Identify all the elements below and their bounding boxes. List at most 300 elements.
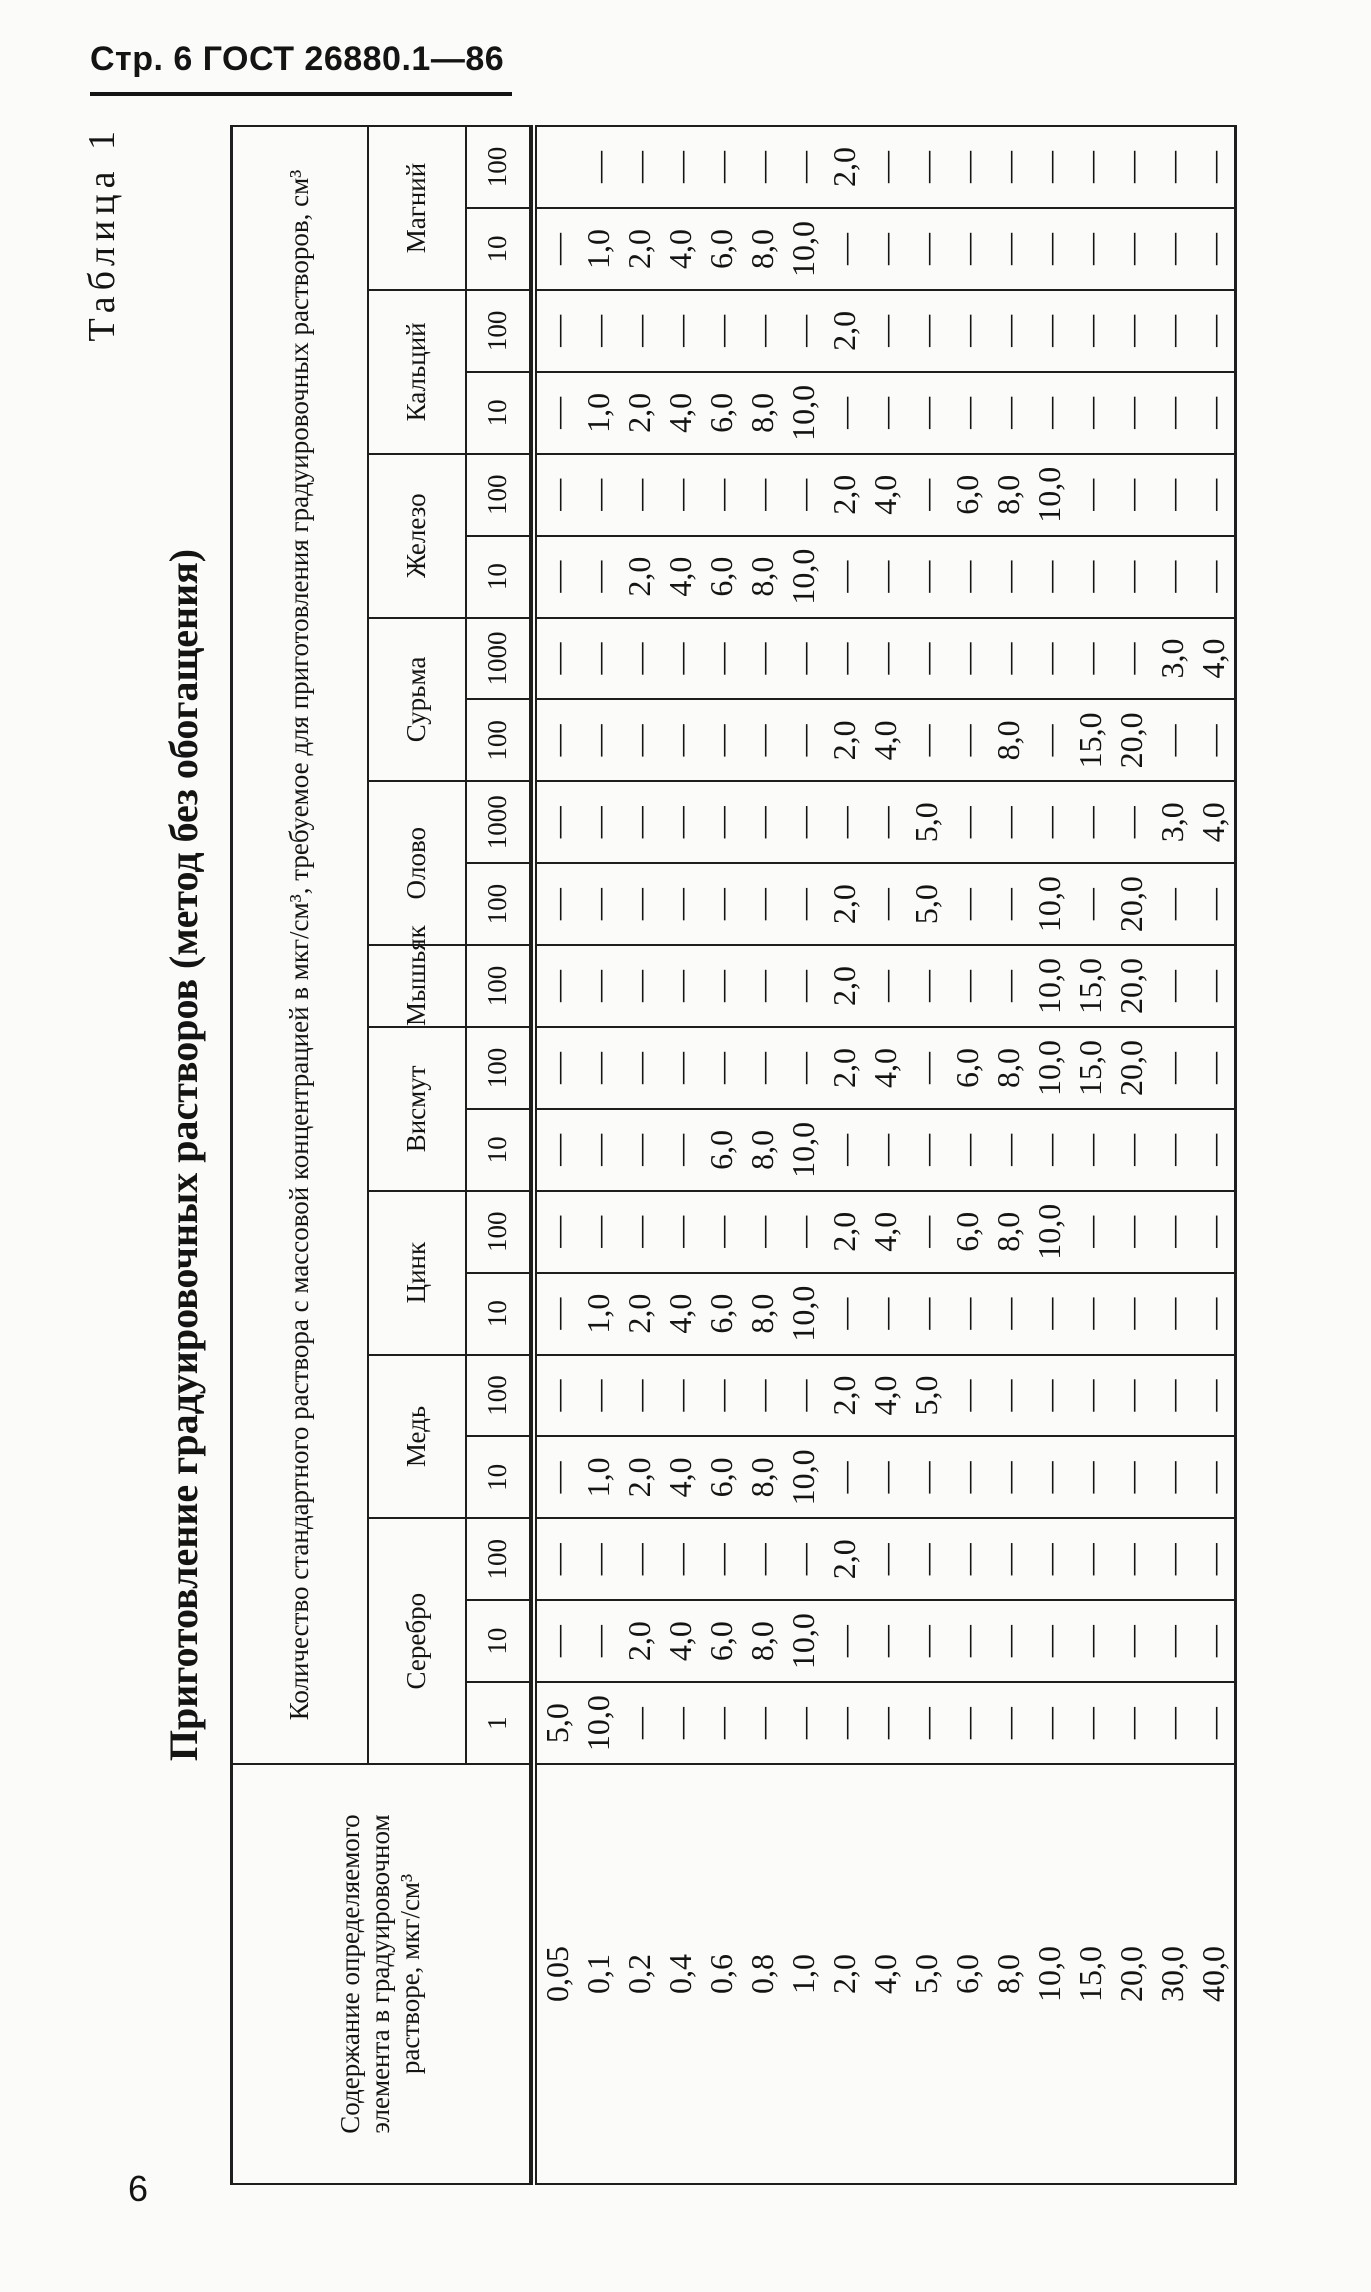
table-cell: 2,0 [824,1518,865,1600]
table-cell: — [988,1355,1029,1437]
table-cell: — [947,1109,988,1191]
table-cell: — [1111,1518,1152,1600]
table-cell: 4,0 [660,1436,701,1518]
table-cell: 10,0 [1029,1191,1070,1273]
table-row [1193,126,1236,2184]
table-cell: 3,0 [1152,618,1193,700]
table-cell: — [660,1518,701,1600]
table-cell: — [906,945,947,1027]
table-cell: — [1152,1518,1193,1600]
calibration-table [230,125,1237,2185]
table-cell: 20,0 [1111,945,1152,1027]
table-cell: — [1152,208,1193,290]
table-cell: — [824,372,865,454]
table-cell: — [1070,536,1111,618]
table-cell: — [1193,372,1236,454]
table-cell: — [578,454,619,536]
table-cell: 10,0 [783,1109,824,1191]
table-cell: — [1070,781,1111,863]
table-cell: 15,0 [1070,945,1111,1027]
table-cell: 8,0 [988,454,1029,536]
table-cell: — [742,618,783,700]
concentration-header: 10 [466,536,530,618]
table-cell: 10,0 [783,1600,824,1682]
table-cell: — [783,618,824,700]
table-cell: — [906,699,947,781]
table-cell: 10,0 [783,1436,824,1518]
table-row [742,126,783,2184]
table-cell: 2,0 [824,945,865,1027]
content-value: 5,0 [906,1764,947,2184]
table-cell: 6,0 [701,1600,742,1682]
table-cell: — [1070,1518,1111,1600]
content-value: 20,0 [1111,1764,1152,2184]
table-cell: — [1111,1355,1152,1437]
table-cell: — [619,1355,660,1437]
element-header: Медь [368,1355,466,1519]
element-header: Цинк [368,1191,466,1355]
content-value: 2,0 [824,1764,865,2184]
table-cell: — [1070,1600,1111,1682]
table-cell: 2,0 [824,290,865,372]
table-cell: — [742,1191,783,1273]
table-cell: — [1029,699,1070,781]
table-cell: — [1029,1518,1070,1600]
table-cell: — [906,1109,947,1191]
table-cell: 10,0 [1029,945,1070,1027]
table-cell: — [906,372,947,454]
table-cell: — [1193,1436,1236,1518]
table-cell: — [534,1518,578,1600]
content-value: 1,0 [783,1764,824,2184]
table-cell: 2,0 [619,1273,660,1355]
table-cell: — [906,536,947,618]
table-cell: — [578,618,619,700]
table-cell: 4,0 [865,1027,906,1109]
table-cell: — [947,372,988,454]
table-cell: — [906,1518,947,1600]
table-cell: 6,0 [701,208,742,290]
concentration-header: 10 [466,1273,530,1355]
table-cell: — [947,1682,988,1764]
element-header: Серебро [368,1518,466,1764]
table-cell: — [1111,1273,1152,1355]
table-cell: — [534,945,578,1027]
table-cell: — [534,1355,578,1437]
table-cell: — [1111,1191,1152,1273]
table-cell: — [1193,1355,1236,1437]
table-cell: 1,0 [578,208,619,290]
table-cell: — [534,536,578,618]
table-cell: — [1029,1273,1070,1355]
table-cell: — [619,290,660,372]
table-cell: — [988,126,1029,208]
table-cell: — [1070,1436,1111,1518]
table-cell: — [824,208,865,290]
table-cell: — [1193,454,1236,536]
table-cell: 3,0 [1152,781,1193,863]
table-cell: — [1193,699,1236,781]
table-cell: 4,0 [865,454,906,536]
table-cell: 10,0 [1029,863,1070,945]
table-cell: — [1193,1109,1236,1191]
table-cell: — [534,618,578,700]
table-cell: — [701,126,742,208]
table-cell: — [1152,1109,1193,1191]
table-cell: — [947,781,988,863]
table-cell: 4,0 [660,208,701,290]
table-cell: — [578,1600,619,1682]
element-header: Олово [368,781,466,945]
table-cell: 4,0 [660,536,701,618]
table-cell: 6,0 [947,1027,988,1109]
table-cell: — [578,699,619,781]
table-cell: — [1070,1191,1111,1273]
table-cell: 1,0 [578,372,619,454]
table-cell: — [947,208,988,290]
element-header: Мышьяк [368,945,466,1027]
table-cell: 2,0 [619,372,660,454]
table-cell: — [578,863,619,945]
table-cell: — [1152,1355,1193,1437]
table-cell: — [701,863,742,945]
concentration-header: 1000 [466,618,530,700]
table-cell: — [988,1682,1029,1764]
table-cell: — [1193,290,1236,372]
table-cell: — [534,372,578,454]
table-cell: 2,0 [619,1436,660,1518]
table-cell: — [783,1355,824,1437]
table-cell: — [701,290,742,372]
table-cell: 10,0 [783,208,824,290]
table-cell: — [783,126,824,208]
table-cell: — [1111,618,1152,700]
table-cell: — [1152,1600,1193,1682]
table-cell: — [1193,863,1236,945]
table-cell: 8,0 [988,1027,1029,1109]
table-cell: — [865,208,906,290]
table-row [534,126,578,2184]
table-cell: — [783,699,824,781]
table-cell: — [865,372,906,454]
concentration-header: 100 [466,1355,530,1437]
table-cell: 15,0 [1070,699,1111,781]
table-cell: — [865,536,906,618]
table-cell: — [988,1518,1029,1600]
table-cell: — [1193,1273,1236,1355]
table-cell: — [660,454,701,536]
table-row [865,126,906,2184]
table-cell: — [534,1273,578,1355]
content-value: 10,0 [1029,1764,1070,2184]
table-cell: — [701,781,742,863]
table-cell: — [988,1600,1029,1682]
table-cell: — [1070,1682,1111,1764]
table-cell: — [1029,126,1070,208]
table-cell: — [619,781,660,863]
table-cell: — [947,126,988,208]
table-cell: — [701,1027,742,1109]
concentration-header: 10 [466,1600,530,1682]
table-cell: — [1029,1109,1070,1191]
table-cell: — [742,1355,783,1437]
concentration-header: 100 [466,699,530,781]
table-cell: — [534,290,578,372]
table-cell: — [906,290,947,372]
table-cell: — [1029,618,1070,700]
table-cell: — [701,618,742,700]
table-cell: 8,0 [742,1109,783,1191]
table-row [906,126,947,2184]
table-cell: — [988,208,1029,290]
concentration-header: 100 [466,126,530,208]
table-cell: 4,0 [865,699,906,781]
table-cell: — [534,1027,578,1109]
table-cell: — [1152,699,1193,781]
table-cell: — [1193,208,1236,290]
table-cell: — [906,618,947,700]
content-value: 6,0 [947,1764,988,2184]
table-cell: 15,0 [1070,1027,1111,1109]
table-cell: 2,0 [824,699,865,781]
element-header: Магний [368,126,466,290]
table-cell: 6,0 [947,454,988,536]
table-cell: — [534,1600,578,1682]
table-cell: 10,0 [783,372,824,454]
table-cell: — [947,618,988,700]
concentration-header: 1000 [466,781,530,863]
table-cell: — [906,126,947,208]
table-cell: — [1070,1355,1111,1437]
content-value: 0,2 [619,1764,660,2184]
table-cell: — [742,699,783,781]
table-cell: — [865,945,906,1027]
table-cell: — [1029,1600,1070,1682]
table-cell: — [578,126,619,208]
table-cell: 5,0 [906,781,947,863]
table-cell: — [1029,372,1070,454]
table-cell: — [1070,372,1111,454]
table-cell: — [865,1518,906,1600]
table-cell: — [1070,618,1111,700]
concentration-header: 100 [466,290,530,372]
table-cell: — [783,1191,824,1273]
table-cell: — [1111,126,1152,208]
table-cell: — [988,781,1029,863]
table-cell: — [1152,863,1193,945]
table-cell [534,126,578,208]
table-cell: — [534,699,578,781]
element-header: Сурьма [368,618,466,782]
table-cell: — [701,1355,742,1437]
table-cell: 2,0 [824,126,865,208]
table-cell: — [1152,1191,1193,1273]
table-cell: — [742,1682,783,1764]
table-cell: — [906,1027,947,1109]
element-header: Железо [368,454,466,618]
table-cell: — [578,536,619,618]
table-cell: — [701,945,742,1027]
table-cell: — [619,1682,660,1764]
table-cell: — [947,1518,988,1600]
table-cell: — [1193,536,1236,618]
table-cell: — [824,1436,865,1518]
table-cell: — [742,290,783,372]
table-cell: — [578,1355,619,1437]
table-cell: 8,0 [988,1191,1029,1273]
table-cell: — [1152,372,1193,454]
table-cell: — [1070,290,1111,372]
table-cell: — [865,863,906,945]
table-cell: 2,0 [619,536,660,618]
table-cell: — [988,372,1029,454]
table-cell: — [1111,208,1152,290]
table-cell: — [865,1436,906,1518]
table-cell: — [660,290,701,372]
table-cell: — [742,126,783,208]
table-cell: — [988,1436,1029,1518]
table-cell: 6,0 [701,1273,742,1355]
content-value: 8,0 [988,1764,1029,2184]
table-cell: 8,0 [742,1436,783,1518]
table-cell: — [1111,781,1152,863]
table-cell: — [906,1191,947,1273]
table-cell: — [701,454,742,536]
table-row [824,126,865,2184]
table-cell: — [534,1436,578,1518]
table-row [783,126,824,2184]
table-cell: — [1029,208,1070,290]
table-cell: — [742,781,783,863]
table-cell: 1,0 [578,1436,619,1518]
table-cell: — [619,863,660,945]
table-cell: — [947,1436,988,1518]
table-cell: 8,0 [742,208,783,290]
table-cell: — [1070,126,1111,208]
table-cell: — [783,945,824,1027]
table-cell: — [578,1109,619,1191]
table-cell: — [619,945,660,1027]
table-cell: — [701,1682,742,1764]
table-cell: — [660,945,701,1027]
table-row [947,126,988,2184]
table-cell: 2,0 [824,863,865,945]
content-value: 15,0 [1070,1764,1111,2184]
table-cell: 8,0 [742,1600,783,1682]
table-cell: — [1111,454,1152,536]
table-cell: 4,0 [660,372,701,454]
table-cell: — [578,290,619,372]
table-cell: — [906,454,947,536]
table-cell: — [824,1600,865,1682]
table-cell: 6,0 [947,1191,988,1273]
table-cell: — [865,1109,906,1191]
table-cell: — [824,618,865,700]
table-cell: — [619,1109,660,1191]
table-cell: — [1029,1682,1070,1764]
content-value: 4,0 [865,1764,906,2184]
table-cell: — [660,1191,701,1273]
table-cell: 6,0 [701,372,742,454]
table-cell: — [534,1109,578,1191]
content-value: 0,4 [660,1764,701,2184]
table-row [1029,126,1070,2184]
content-value: 0,8 [742,1764,783,2184]
element-header: Висмут [368,1027,466,1191]
table-cell: — [988,1273,1029,1355]
table-cell: — [619,454,660,536]
table-cell: — [824,1682,865,1764]
table-cell: — [947,1273,988,1355]
table-cell: — [947,863,988,945]
table-cell: — [742,1027,783,1109]
table-cell: 6,0 [701,536,742,618]
table-cell: — [824,536,865,618]
table-cell: — [660,1355,701,1437]
table-cell: — [619,618,660,700]
table-title: Приготовление градуировочных растворов (метод без обогащения) [161,548,206,1762]
element-header: Кальций [368,290,466,454]
table-cell: 5,0 [906,1355,947,1437]
table-cell: — [578,945,619,1027]
table-cell: — [1029,290,1070,372]
table-cell: — [824,1109,865,1191]
table-cell: — [783,1682,824,1764]
content-value: 0,1 [578,1764,619,2184]
table-cell: — [947,536,988,618]
table-cell: — [1111,536,1152,618]
table-cell: — [1152,290,1193,372]
table-cell: — [783,863,824,945]
table-cell: — [988,618,1029,700]
concentration-header: 10 [466,208,530,290]
table-cell: 8,0 [742,536,783,618]
content-value: 0,6 [701,1764,742,2184]
page-header: Стр. 6 ГОСТ 26880.1—86 [90,40,505,78]
table-cell: 4,0 [1193,618,1236,700]
content-value: 40,0 [1193,1764,1236,2184]
table-cell: 2,0 [824,1191,865,1273]
table-cell: — [660,1682,701,1764]
table-cell: — [1193,945,1236,1027]
concentration-header: 100 [466,863,530,945]
table-cell: — [660,1109,701,1191]
table-cell: 10,0 [1029,454,1070,536]
table-cell: — [988,863,1029,945]
concentration-header: 10 [466,1109,530,1191]
table-cell: 4,0 [865,1355,906,1437]
table-cell: — [619,699,660,781]
table-cell: — [1111,1600,1152,1682]
table-cell: 4,0 [660,1273,701,1355]
table-cell: — [865,126,906,208]
table-cell: 2,0 [619,1600,660,1682]
table-cell: — [701,699,742,781]
table-row [660,126,701,2184]
table-cell: 20,0 [1111,1027,1152,1109]
table-cell: — [1111,1109,1152,1191]
concentration-header: 1 [466,1682,530,1764]
table-cell: 4,0 [1193,781,1236,863]
table-cell: — [865,1600,906,1682]
table-cell: 2,0 [619,208,660,290]
row-header: Содержание определяемого элемента в градуировочном растворе, мкг/см³ [232,1764,531,2184]
table-cell: — [660,781,701,863]
table-cell: — [783,290,824,372]
table-cell: — [865,618,906,700]
table-cell: 8,0 [988,699,1029,781]
table-cell: — [783,454,824,536]
